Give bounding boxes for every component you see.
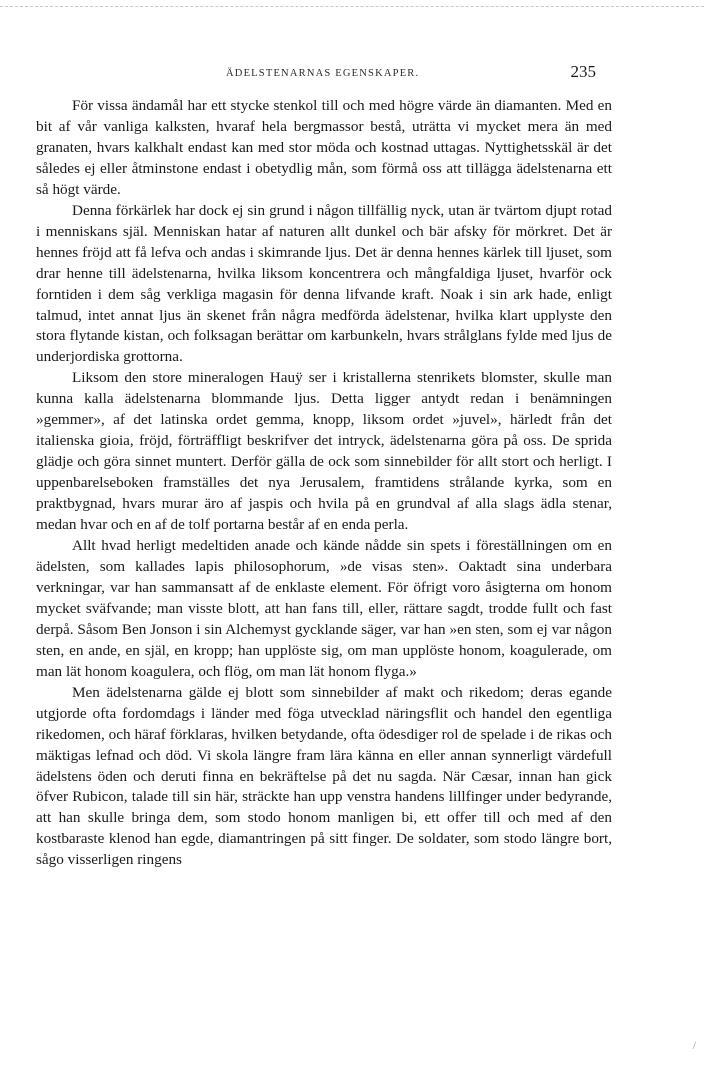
page-number: 235: [570, 62, 596, 81]
running-head: ÄDELSTENARNAS EGENSKAPER.: [226, 68, 420, 79]
paragraph: Men ädelstenarna gälde ej blott som sinnebilder af makt och rikedom; deras egande utgjorde ofta fordomdags i länder med föga utvecklad näringsflit och handel den egentliga rikedomen, och häraf förklaras, hvilken betydande, ofta ödesdiger rol de spelade i de rikas och mäktigas lefnad och död. Vi skola längre fram lära känna en eller annan synnerligt värdefull ädelstens öden och deruti finna en bekräftelse på det nu sagda. När Cæsar, innan han gick öfver Rubicon, talade till sin här, sträckte han upp venstra handens lillfinger under bedyrande, att han skulle bringa dem, som stodo honom manligen bi, ett offer till och med af den kostbaraste klenod han egde, diamantringen på sitt finger. De soldater, som stodo längre bort, sågo visserligen ringens: [36, 683, 612, 869]
page-header: [36, 62, 596, 86]
margin-mark: /: [692, 1038, 696, 1052]
paragraph: Liksom den store mineralogen Hauÿ ser i kristallerna stenrikets blomster, skulle man kunna kalla ädelstenarna blommande ljus. Detta ligger antydt redan i benämningen »gemmer», af det latinska ordet gemma, knopp, liksom ordet »juvel», härledt från det italienska gioia, fröjd, förträffligt beskrifver det intryck, ädelstenarna göra på oss. De sprida glädje och göra sinnet muntert. Derför gälla de ock som sinnebilder för allt stort och herligt. I uppenbarelseboken framställes det nya Jerusalem, framtidens strålande kyrka, som en praktbygnad, hvars murar äro af jaspis och hvila på en grundval af alla slags ädla stenar, medan hvar och en af de tolf portarna består af en enda perla.: [36, 369, 612, 534]
paragraph: Denna förkärlek har dock ej sin grund i någon tillfällig nyck, utan är tvärtom djupt rotad i menniskans själ. Menniskan hatar af naturen allt dunkel och bär afsky för mörkret. Det är hennes fröjd att få lefva och andas i skimrande ljus. Det är denna hennes kärlek till ljuset, som drar henne till ädelstenarna, hvilka liksom koncentrera och mångfaldiga ljuset, hvarför ock forntiden i dem såg verkliga magasin för denna lifvande kraft. Noak i sin ark hade, enligt talmud, intet annat ljus än skenet från några medförda ädelstenar, hvilka klart upplyste den stora flytande kistan, och folksagan berättar om karbunkeln, hvars strålglans fylde med ljus de underjordiska grottorna.: [36, 201, 612, 366]
page-top-rule: [0, 6, 704, 7]
paragraph: För vissa ändamål har ett stycke stenkol till och med högre värde än diamanten. Med en bit af vår vanliga kalksten, hvaraf hela bergmassor bestå, uträtta vi mycket mera än med granaten, hvars kalkhalt endast kan med stor möda och kostnad uttagas. Nyttighetsskäl är det således ej eller åtminstone endast i obetydlig mån, som förmå oss att tillägga ädelstenarna ett så högt värde.: [36, 97, 612, 198]
paragraph: Allt hvad herligt medeltiden anade och kände nådde sin spets i föreställningen om en ädelsten, som kallades lapis philosophorum, »de visas sten». Oaktadt sina underbara verkningar, var han sammansatt af de enklaste element. För öfrigt voro åsigterna om honom mycket sväfvande; man visste blott, att han fans till, eller, rättare sagdt, trodde fullt och fast derpå. Såsom Ben Jonson i sin Alchemyst gycklande säger, var han »en sten, som ej var någon sten, en ande, en själ, en kropp; han upplöste sig, om man upplöste honom, koagulerade, om man lät honom koagulera, och flög, om man lät honom flyga.»: [36, 537, 612, 680]
body-text: [36, 96, 612, 871]
